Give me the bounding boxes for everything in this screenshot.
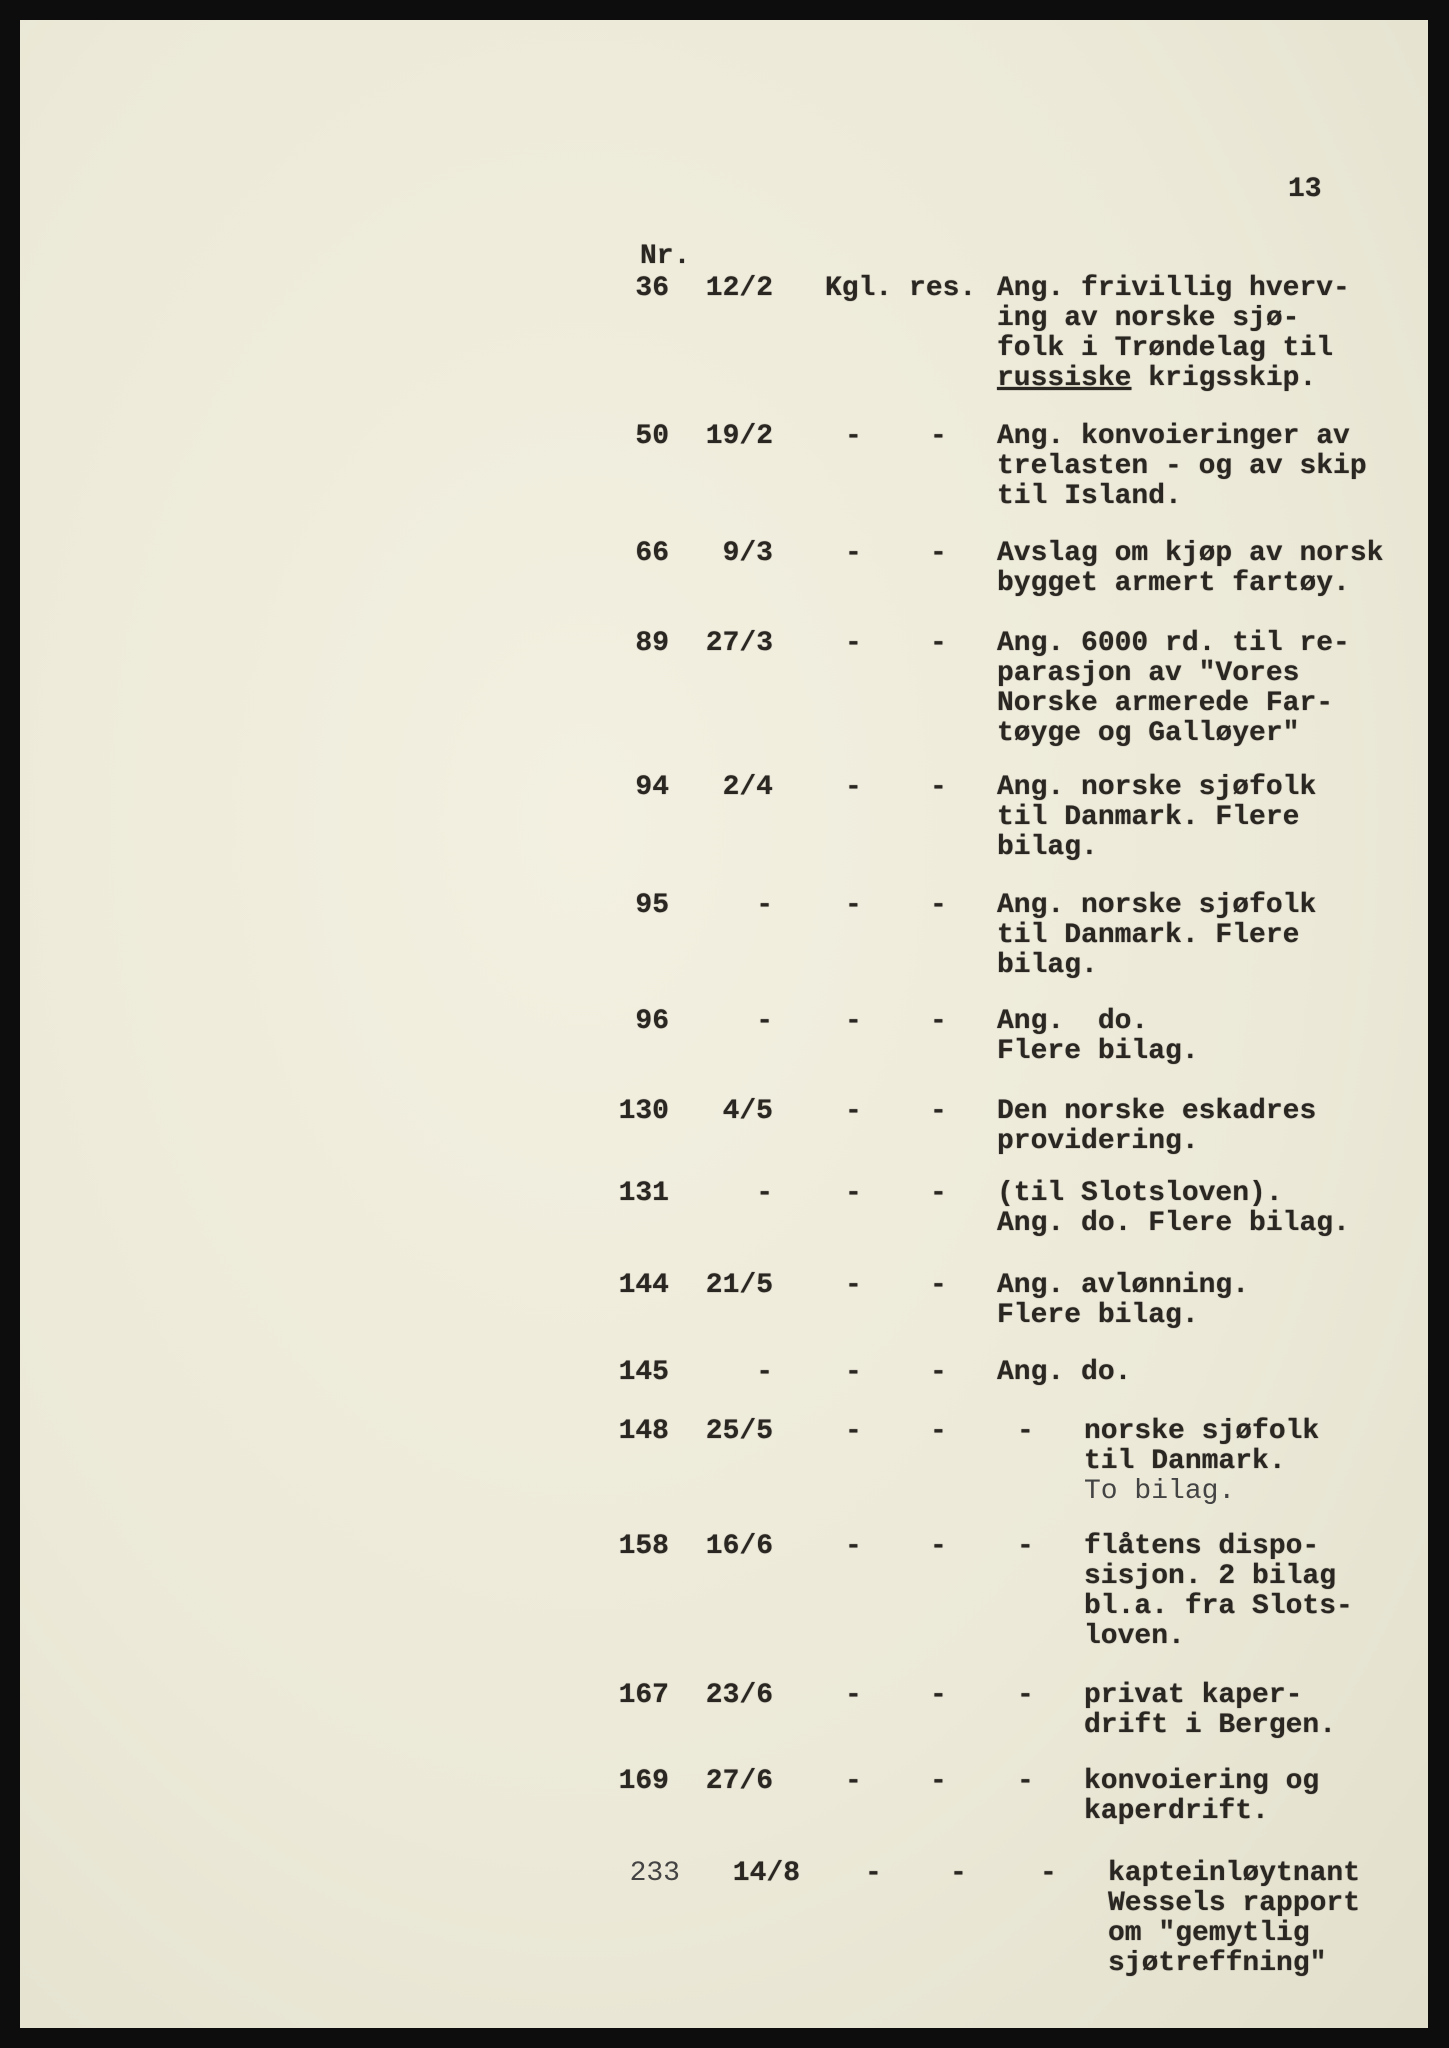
ditto-mark: - [930, 1096, 947, 1127]
ditto-mark: - [930, 1270, 947, 1301]
entry-description-line: sisjon. 2 bilag [1084, 1561, 1337, 1592]
entry-number: 169 [618, 1766, 669, 1797]
entry-date: 19/2 [705, 421, 773, 452]
entry-number: 130 [618, 1096, 669, 1127]
entry-description-line: bilag. [997, 832, 1098, 863]
entry-description-line: tøyge og Galløyer" [997, 718, 1300, 749]
entry-description-line: Avslag om kjøp av norsk [997, 538, 1384, 569]
entry-description-line: Ang. do. Flere bilag. [997, 1208, 1350, 1239]
entry-number: 145 [618, 1357, 669, 1388]
entry-description-line: trelasten - og av skip [997, 451, 1367, 482]
entry-number: 233 [629, 1858, 680, 1889]
entry-description-line: Ang. avlønning. [997, 1270, 1250, 1301]
ditto-mark: - [930, 1766, 947, 1797]
entry-description-line: om "gemytlig [1108, 1918, 1310, 1949]
ditto-mark: - [845, 772, 862, 803]
entry-date: 27/3 [705, 628, 773, 659]
entry-description-line: Flere bilag. [997, 1036, 1199, 1067]
entry-description-line: norske sjøfolk [1084, 1416, 1320, 1447]
entry-number: 66 [635, 538, 669, 569]
entry-description-line: parasjon av "Vores [997, 658, 1300, 689]
entry-description-line: flåtens dispo- [1084, 1531, 1320, 1562]
ditto-mark: - [845, 1416, 862, 1447]
entry-description-line: loven. [1084, 1621, 1185, 1652]
entry-date: 12/2 [705, 273, 773, 304]
entry-description-line: til Danmark. [1084, 1446, 1286, 1477]
ditto-mark: - [845, 538, 862, 569]
entry-description-line: Ang. 6000 rd. til re- [997, 628, 1350, 659]
entry-date: 4/5 [722, 1096, 773, 1127]
entry-number: 148 [618, 1416, 669, 1447]
entry-number: 158 [618, 1531, 669, 1562]
ditto-mark: - [845, 1270, 862, 1301]
ditto-mark: - [930, 890, 947, 921]
entry-number: 50 [635, 421, 669, 452]
entry-description-line: bilag. [997, 950, 1098, 981]
entry-description-line: konvoiering og [1084, 1766, 1320, 1797]
ditto-mark: - [1040, 1858, 1057, 1889]
entry-description-line: Wessels rapport [1108, 1888, 1361, 1919]
ditto-mark: - [845, 1680, 862, 1711]
ditto-mark: - [865, 1858, 882, 1889]
entry-description-line: Ang. konvoieringer av [997, 421, 1350, 452]
ditto-mark: - [845, 1006, 862, 1037]
ditto-mark: - [930, 1178, 947, 1209]
entry-number: 36 [635, 273, 669, 304]
entry-number: 167 [618, 1680, 669, 1711]
entry-number: 144 [618, 1270, 669, 1301]
entry-date: 23/6 [705, 1680, 773, 1711]
document-page [20, 20, 1428, 2028]
entry-number: 131 [618, 1178, 669, 1209]
ditto-mark: - [930, 1531, 947, 1562]
entry-description-line: sjøtreffning" [1108, 1948, 1327, 1979]
ditto-mark: - [950, 1858, 967, 1889]
ditto-mark: - [845, 1096, 862, 1127]
ditto-mark: - [930, 1006, 947, 1037]
entry-date: 2/4 [722, 772, 773, 803]
entry-description-line: kapteinløytnant [1108, 1858, 1361, 1889]
entry-description-line: kaperdrift. [1084, 1796, 1269, 1827]
entry-date: - [756, 1178, 773, 1209]
ditto-mark: - [930, 538, 947, 569]
entry-date: 16/6 [705, 1531, 773, 1562]
entry-description-line: Den norske eskadres [997, 1096, 1317, 1127]
ditto-mark: - [1017, 1531, 1034, 1562]
entry-description-line: Ang. norske sjøfolk [997, 890, 1317, 921]
entry-description-line: til Danmark. Flere [997, 802, 1300, 833]
entry-date: 9/3 [722, 538, 773, 569]
entry-description-line: Ang. frivillig hverv- [997, 273, 1350, 304]
ditto-mark: - [845, 628, 862, 659]
entry-description-line: folk i Trøndelag til [997, 333, 1334, 364]
entry-date: 21/5 [705, 1270, 773, 1301]
ditto-mark: - [1017, 1680, 1034, 1711]
entry-date: 27/6 [705, 1766, 773, 1797]
ditto-mark: - [1017, 1766, 1034, 1797]
ditto-mark: - [1017, 1416, 1034, 1447]
ditto-mark: - [930, 1416, 947, 1447]
ditto-mark: - [845, 890, 862, 921]
entry-description-line: Ang. do. [997, 1006, 1149, 1037]
entry-description-line: til Island. [997, 481, 1182, 512]
entry-date: - [756, 890, 773, 921]
entry-date: - [756, 1006, 773, 1037]
entry-description-line: Ang. do. [997, 1357, 1132, 1388]
ditto-mark: - [930, 1680, 947, 1711]
entry-description-line: (til Slotsloven). [997, 1178, 1283, 1209]
entry-description-line: drift i Bergen. [1084, 1710, 1337, 1741]
underlined-word: russiske [997, 363, 1132, 394]
page-number: 13 [1288, 174, 1322, 205]
ditto-mark: - [930, 628, 947, 659]
entry-description-line: bl.a. fra Slots- [1084, 1591, 1353, 1622]
entry-description-line: providering. [997, 1126, 1199, 1157]
entry-date: - [756, 1357, 773, 1388]
entry-description-line: til Danmark. Flere [997, 920, 1300, 951]
ditto-mark: - [845, 1357, 862, 1388]
ditto-mark: - [930, 772, 947, 803]
entry-description-line: Ang. norske sjøfolk [997, 772, 1317, 803]
entry-date: 25/5 [705, 1416, 773, 1447]
ditto-mark: - [930, 1357, 947, 1388]
entry-description-line: To bilag. [1084, 1476, 1236, 1507]
column-header-nr: Nr. [640, 241, 691, 272]
entry-type: Kgl. res. [825, 273, 977, 304]
entry-date: 14/8 [732, 1858, 800, 1889]
entry-description-line: russiske krigsskip. [997, 363, 1317, 394]
entry-description-line: bygget armert fartøy. [997, 568, 1350, 599]
entry-description-line: Norske armerede Far- [997, 688, 1334, 719]
entry-description-line: ing av norske sjø- [997, 303, 1300, 334]
ditto-mark: - [845, 1531, 862, 1562]
ditto-mark: - [930, 421, 947, 452]
entry-description-line: Flere bilag. [997, 1300, 1199, 1331]
entry-number: 89 [635, 628, 669, 659]
entry-number: 95 [635, 890, 669, 921]
entry-description-line: privat kaper- [1084, 1680, 1303, 1711]
ditto-mark: - [845, 1178, 862, 1209]
entry-number: 96 [635, 1006, 669, 1037]
ditto-mark: - [845, 421, 862, 452]
entry-number: 94 [635, 772, 669, 803]
ditto-mark: - [845, 1766, 862, 1797]
